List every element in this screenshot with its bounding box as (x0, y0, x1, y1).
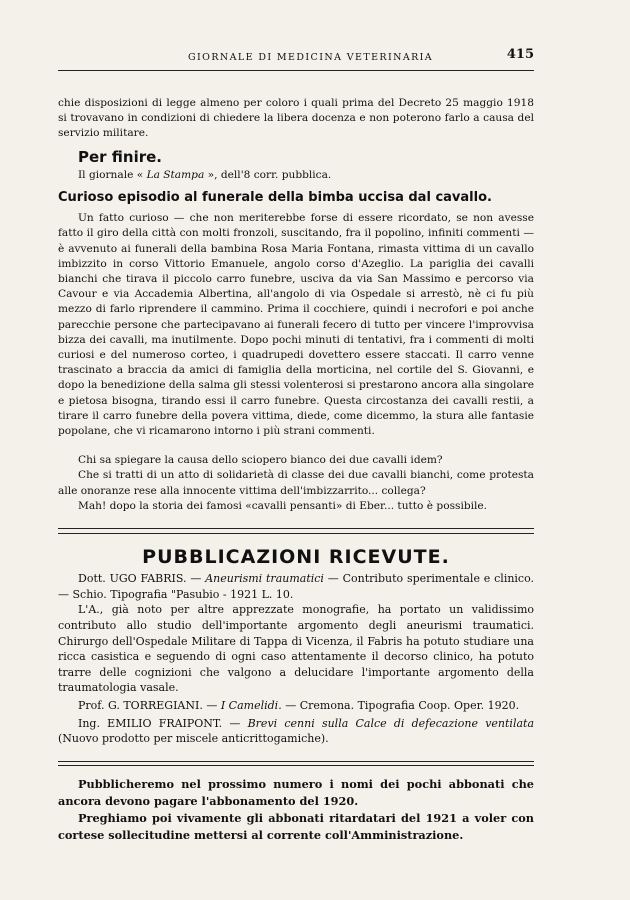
per-finire-heading: Per finire. (78, 147, 162, 166)
fabris-title: Aneurismi traumatici (205, 572, 324, 586)
page-number: 415 (506, 47, 534, 62)
stampa-intro (58, 168, 534, 183)
running-header (58, 44, 534, 71)
stampa-intro-prefix: Il giornale « (78, 168, 144, 181)
torregiani-author: Prof. G. TORREGIANI. — (78, 699, 218, 713)
fabris-review: L'A., già noto per altre apprezzate monografie, ha portato un validissimo contributo allo studio dell'importante argomento degli aneurismi traumatici. Chirurgo dell'Ospedale Militare di Tappa di Vicenza, il Fabris ha potuto studiare una ricca casistica e seguendo di ogni caso attentamente il decorso clinico, ha potuto trarre delle cognizioni che valgono a delucidare l'importante argomento della traumatologia vasale. (58, 603, 534, 695)
fraipont-author: Ing. EMILIO FRAIPONT. — (78, 716, 241, 730)
journal-title: GIORNALE DI MEDICINA VETERINARIA (188, 52, 434, 63)
stampa-intro-suffix: », dell'8 corr. pubblica. (207, 168, 332, 181)
comment-1: Chi sa spiegare la causa dello sciopero bianco dei due cavalli idem? (78, 454, 443, 467)
fabris-entry (58, 571, 534, 602)
fraipont-entry (58, 716, 534, 747)
pubblicazioni-list (58, 571, 534, 747)
fabris-rest: — Contributo sperimentale e clinico. — Schio. Tipografia "Pasubio - 1921 L. 10. (58, 572, 535, 601)
fraipont-title: Brevi cenni sulla Calce di defecazione ventilata (247, 716, 535, 730)
fraipont-rest: (Nuovo prodotto per miscele anticrittogamiche). (58, 732, 329, 746)
comment-2: Che si tratti di un atto di solidarietà di classe dei due cavalli bianchi, come protesta alle onoranze rese alla innocente vittima dell'imbizzarrito... collega? (58, 469, 534, 497)
spacer (58, 439, 534, 453)
newspaper-name: La Stampa (146, 168, 205, 181)
notice-divider (58, 761, 534, 766)
fabris-author: Dott. UGO FABRIS. — (78, 572, 202, 586)
torregiani-rest: — Cremona. Tipografia Coop. Oper. 1920. (285, 699, 520, 713)
notice-1: Pubblicheremo nel prossimo numero i nomi dei pochi abbonati che ancora devono pagare l'abbonamento del 1920. (58, 776, 534, 808)
pubblicazioni-heading: PUBBLICAZIONI RICEVUTE. (142, 546, 450, 569)
article-title: Curioso episodio al funerale della bimba uccisa dal cavallo. (58, 190, 492, 206)
intro-paragraph: chie disposizioni di legge almeno per coloro i quali prima del Decreto 25 maggio 1918 si trovavano in condizioni di chiedere la libera docenza e non poterono farlo a causa del servizio militare. (58, 97, 534, 140)
torregiani-title: I Camelidi. (220, 699, 282, 713)
page-body (58, 96, 534, 844)
page-header-area (58, 44, 534, 71)
torregiani-entry (58, 698, 534, 714)
comment-3: Mah! dopo la storia dei famosi «cavalli pensanti» di Eber... tutto è possibile. (78, 499, 488, 512)
article-body: Un fatto curioso — che non meriterebbe forse di essere ricordato, se non avesse fatto il giro della città con molti fronzoli, suscitando, fra il popolino, infiniti commenti — è avvenuto ai funerali della bambina Rosa Maria Fontana, rimasta vittima di un cavallo imbizzito in corso Vittorio Emanuele, angolo corso d'Azeglio. La pariglia dei cavalli bianchi che tirava il piccolo carro funebre, usciva da via San Massimo e percorso via Cavour e via Accademia Albertina, all'angolo di via Ospedale si arrestò, nè ci fu più mezzo di farlo riprendere il cammino. Prima il cocchiere, quindi i necrofori e poi anche parecchie persone che partecipavano ai funerali fecero di tutto per vincere l'improvvisa bizza dei cavalli, ma inutilmente. Dopo pochi minuti di tentativi, fra i commenti di molti curiosi e del numeroso corteo, i quadrupedi dovettero essere staccati. Il carro venne trascinato a braccia da amici di famiglia della morticina, nel cortile del S. Giovanni, e dopo la benedizione della salma gli stessi volenterosi si prestarono ancora alla singolare e pietosa bisogna, tirando essi il carro funebre. Questa circostanza dei cavalli restii, a tirare il carro funebre della povera vittima, diede, come dicemmo, la stura alle fantasie popolane, che vi ricamarono intorno i più strani commenti. (58, 212, 534, 438)
notice-2: Preghiamo poi vivamente gli abbonati ritardatari del 1921 a voler con cortese sollecitudine mettersi al corrente coll'Amministrazione. (58, 810, 534, 842)
section-divider (58, 528, 534, 534)
